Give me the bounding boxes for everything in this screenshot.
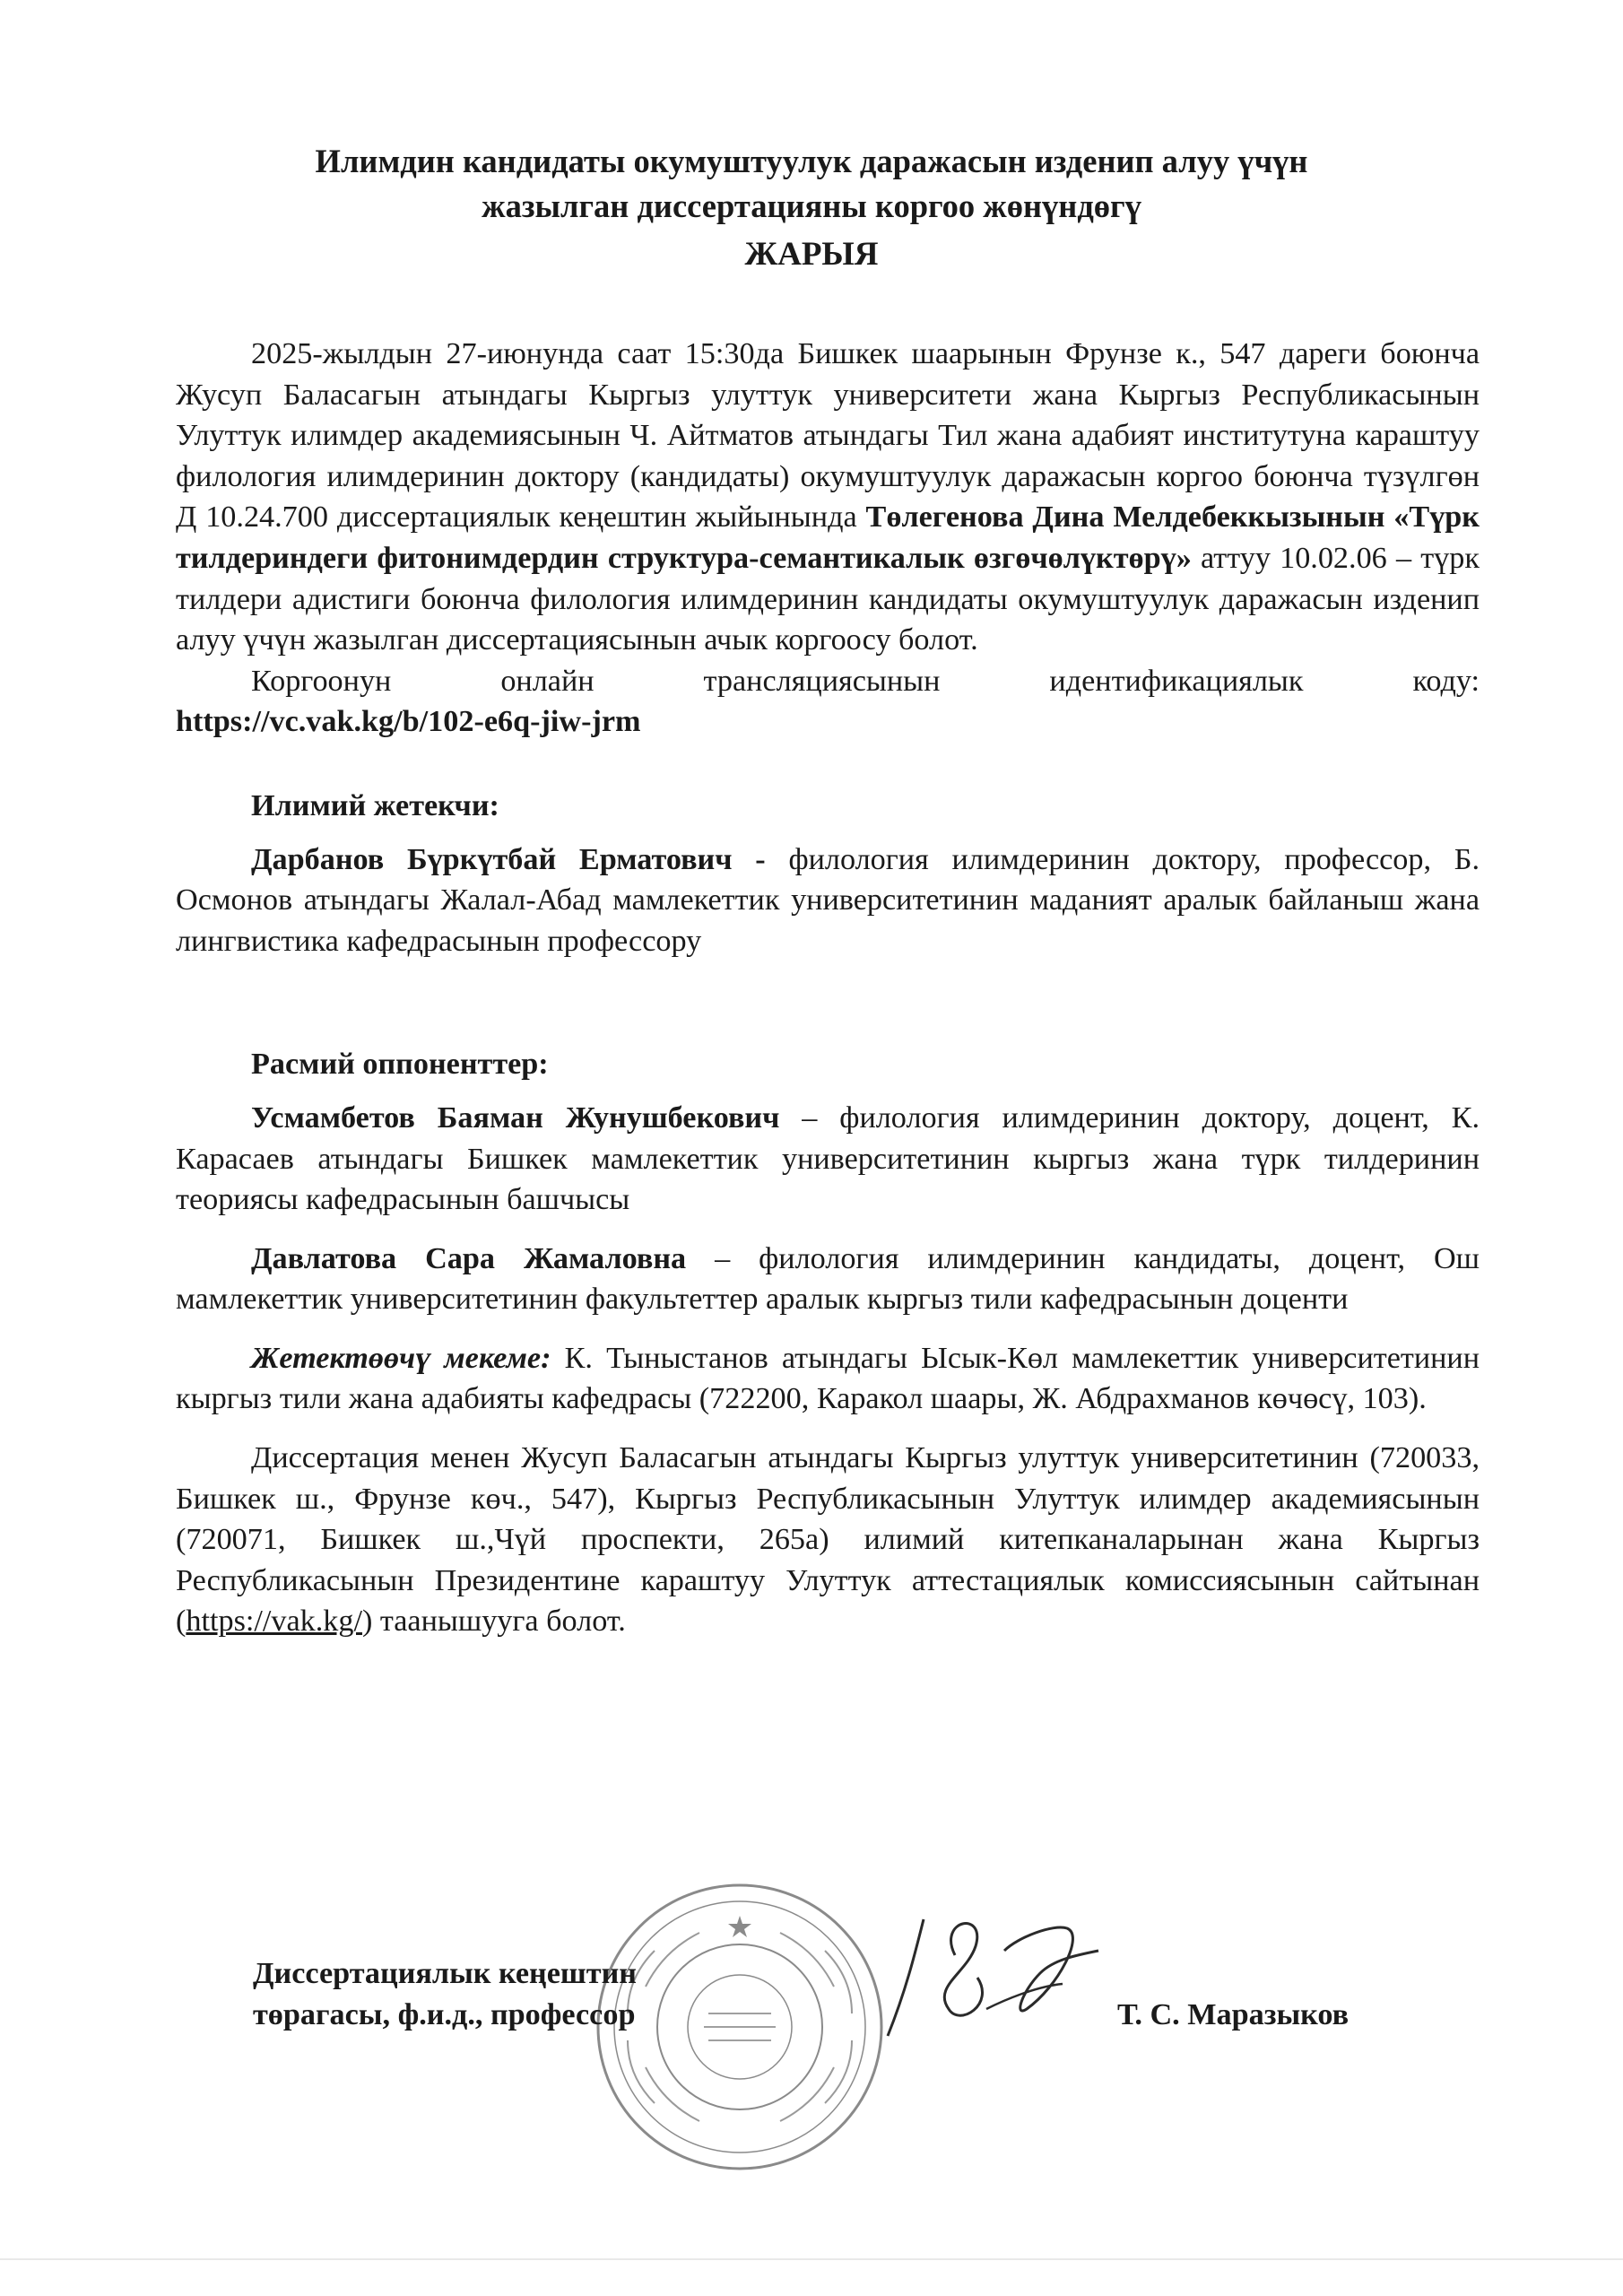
intro-text-2: аттуу 10.02.06 – түрк тилдери адистиги боюнча филология илимдеринин кандидаты окумуштуулук даражасын изденип алуу үчүн жазылган диссертациясынын ачык коргоосу болот.	[176, 541, 1480, 657]
supervisor-description: филология илимдеринин доктору, профессор, Б. Осмонов атындагы Жалал-Абад мамлекеттик университетинин маданият аралык байланыш жана лингвистика кафедрасынын профессору	[176, 842, 1480, 958]
scan-edge-line	[0, 2258, 1623, 2260]
lead-organization-paragraph	[176, 1338, 1480, 1420]
library-text-1: Диссертация менен Жусуп Баласагын атындагы Кыргыз улуттук университетинин (720033, Бишкек ш., Фрунзе көч., 547), Кыргыз Республикасынын Улуттук илимдер академиясынын (720071, Бишкек ш.,Чүй проспекти, 265а) илимий китепканаларынан жана Кыргыз Республикасынын Президентине караштуу Улуттук аттестациялык комиссиясынын сайтынан (	[176, 1441, 1480, 1639]
broadcast-paragraph	[176, 661, 1480, 702]
handwritten-signature	[870, 1901, 1139, 2054]
opponent-2-paragraph	[176, 1239, 1480, 1320]
signatory-title	[253, 1953, 755, 2036]
document-heading	[179, 139, 1444, 277]
opponent-1-paragraph	[176, 1098, 1480, 1221]
broadcast-label: Коргоонун онлайн трансляциясынын идентификациялык коду:	[251, 664, 1480, 698]
opponents-title: Расмий оппоненттер:	[251, 1048, 549, 1082]
signatory-title-line-1: Диссертациялык кеңештин	[253, 1957, 637, 1990]
library-paragraph	[176, 1438, 1480, 1642]
opponent-1-description: – филология илимдеринин доктору, доцент, К. Карасаев атындагы Бишкек мамлекеттик университетинин кыргыз жана түрк тилдеринин теориясы кафедрасынын башчысы	[176, 1100, 1480, 1217]
intro-text-1: 2025-жылдын 27-июнунда саат 15:30да Бишкек шаарынын Фрунзе к., 547 дареги боюнча Жусуп Баласагын атындагы Кыргыз улуттук университети жана Кыргыз Республикасынын Улуттук илимдер академиясынын Ч. Айтматов атындагы Тил жана адабият институтуна караштуу филология илимдеринин доктору (кандидаты) окумуштуулук даражасын коргоо боюнча түзүлгөн Д 10.24.700 диссертациялык кеңештин жыйынында	[176, 337, 1480, 535]
supervisor-name: Дарбанов Бүркүтбай Ерматович -	[251, 842, 766, 876]
opponent-2-name: Давлатова Сара Жамаловна	[251, 1241, 687, 1275]
broadcast-url-line	[176, 701, 1480, 743]
lead-organization-text: К. Тыныстанов атындагы Ысык-Көл мамлекеттик университетинин кыргыз тили жана адабияты кафедрасы (722200, Каракол шаары, Ж. Абдрахманов көчөсү, 103).	[176, 1341, 1480, 1416]
signatory-name: Т. С. Маразыков	[1117, 1998, 1350, 2031]
candidate-name-and-title: Төлегенова Дина Мелдебеккызынын «Түрк тилдериндеги фитонимдердин структура-семантикалык өзгөчөлүктөрү»	[176, 500, 1480, 575]
supervisor-paragraph	[176, 839, 1480, 962]
library-text-2: ) таанышууга болот.	[361, 1605, 626, 1639]
opponent-1-name: Усмамбетов Баяман Жунушбекович	[251, 1100, 780, 1135]
signatory-title-line-2: төрагасы, ф.и.д., профессор	[253, 1998, 636, 2031]
heading-line-2: жазылган диссертацияны коргоо жөнүндөгү	[482, 187, 1141, 224]
document-body	[176, 334, 1480, 1642]
heading-line-1: Илимдин кандидаты окумуштуулук даражасын изденип алуу үчүн	[315, 143, 1308, 179]
opponent-2-description: – филология илимдеринин кандидаты, доцент, Ош мамлекеттик университетинин факультеттер аралык кыргыз тили кафедрасынын доценти	[176, 1241, 1480, 1317]
intro-paragraph	[176, 334, 1480, 661]
lead-organization-label: Жетектөөчү мекеме:	[251, 1341, 551, 1375]
vak-link[interactable]: https://vak.kg/	[186, 1605, 362, 1639]
announcement-title: ЖАРЫЯ	[744, 236, 879, 273]
broadcast-url[interactable]: https://vc.vak.kg/b/102-e6q-jiw-jrm	[176, 705, 641, 739]
supervisor-title: Илимий жетекчи:	[251, 788, 499, 822]
